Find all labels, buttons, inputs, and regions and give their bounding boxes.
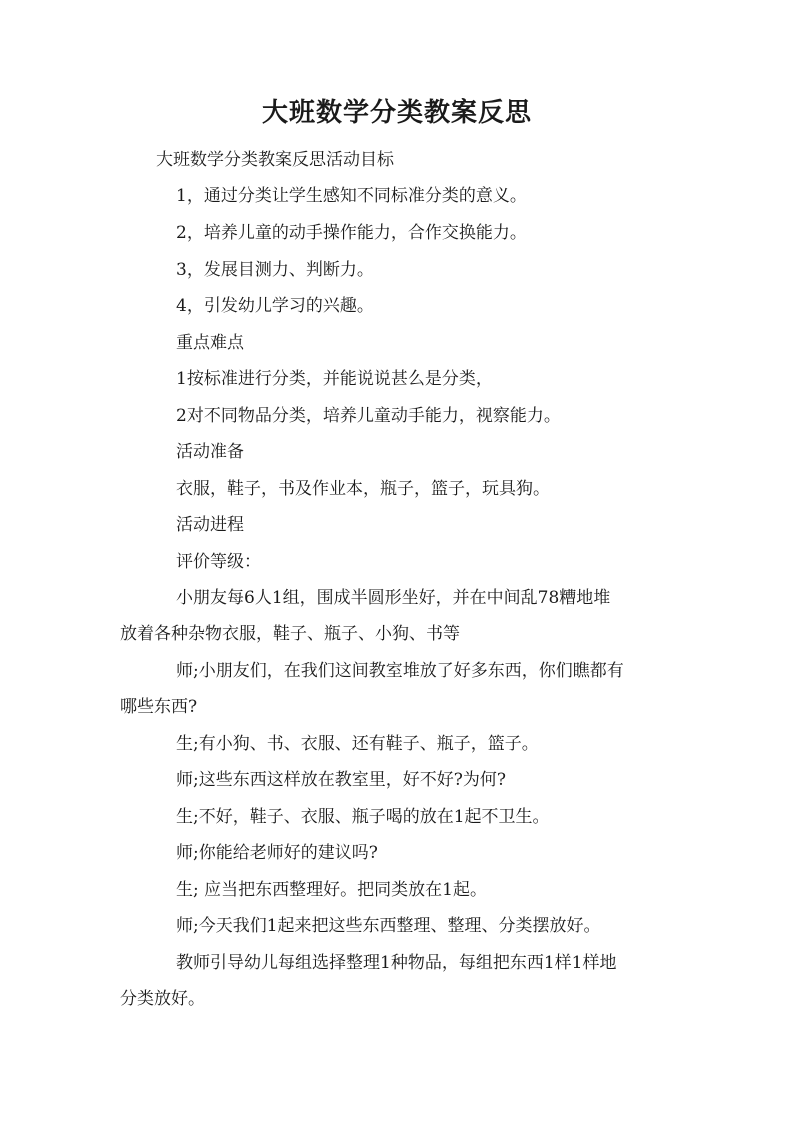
key-point-2: 2对不同物品分类，培养儿童动手能力，视察能力。: [176, 406, 561, 426]
paragraph-line: 教师引导幼儿每组选择整理1种物品，每组把东西1样1样地: [176, 953, 617, 973]
goal-item-2: 2，培养儿童的动手操作能力，合作交换能力。: [176, 223, 527, 243]
dialogue-line: 师;这些东西这样放在教室里，好不好?为何?: [176, 770, 506, 790]
dialogue-line: 哪些东西?: [120, 697, 198, 717]
dialogue-line: 生;有小狗、书、衣服、还有鞋子、瓶子，篮子。: [176, 734, 539, 754]
key-point-1: 1按标准进行分类，并能说说甚么是分类，: [176, 369, 493, 389]
dialogue-line: 师;小朋友们，在我们这间教室堆放了好多东西，你们瞧都有: [176, 661, 624, 681]
section-heading-key-points: 重点难点: [176, 333, 244, 353]
evaluation-label: 评价等级：: [176, 552, 261, 572]
section-heading-goals: 大班数学分类教案反思活动目标: [156, 150, 394, 170]
preparation-items: 衣服，鞋子，书及作业本，瓶子，篮子，玩具狗。: [176, 479, 550, 499]
paragraph-line: 小朋友每6人1组，围成半圆形坐好，并在中间乱78糟地堆: [176, 588, 611, 608]
goal-item-3: 3，发展目测力、判断力。: [176, 260, 374, 280]
paragraph-line: 放着各种杂物衣服，鞋子、瓶子、小狗、书等: [120, 624, 460, 644]
goal-item-1: 1，通过分类让学生感知不同标准分类的意义。: [176, 186, 527, 206]
document-title: 大班数学分类教案反思: [261, 98, 532, 128]
dialogue-line: 生;不好，鞋子、衣服、瓶子喝的放在1起不卫生。: [176, 807, 550, 827]
section-heading-preparation: 活动准备: [176, 442, 244, 462]
paragraph-line: 分类放好。: [120, 989, 205, 1009]
goal-item-4: 4，引发幼儿学习的兴趣。: [176, 296, 374, 316]
section-heading-process: 活动进程: [176, 515, 244, 535]
dialogue-line: 师;今天我们1起来把这些东西整理、整理、分类摆放好。: [176, 916, 601, 936]
dialogue-line: 生; 应当把东西整理好。把同类放在1起。: [176, 880, 487, 900]
dialogue-line: 师;你能给老师好的建议吗?: [176, 843, 378, 863]
